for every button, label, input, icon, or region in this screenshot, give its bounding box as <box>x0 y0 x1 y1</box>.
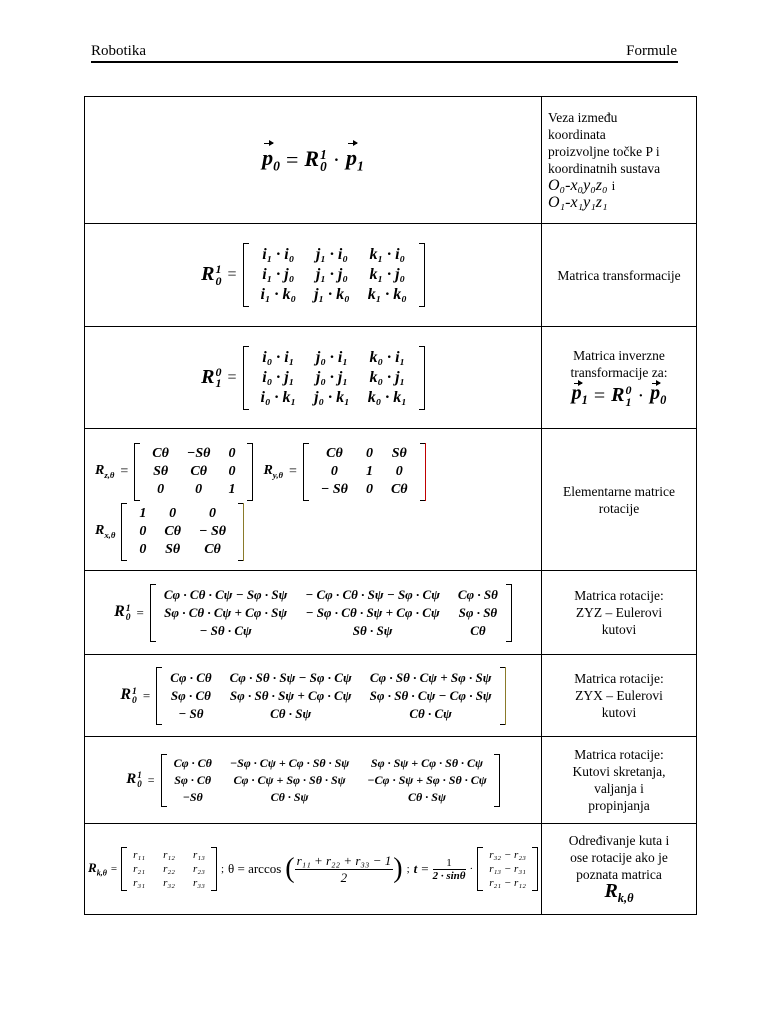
matrix: Cφ · Cθ −Sφ · Cψ + Cφ · Sθ · Sψ Sφ · Sψ + Cφ · Sθ · Cψ Sφ · Cθ Cφ · Cψ + Sφ · Sθ · Sψ −Cφ · Sψ + Sφ · Sθ · Cψ −Sθ Cθ · Sψ Cθ · Sψ <box>161 754 500 807</box>
formula-zyx: R 1 0 = Cφ · Cθ Cφ · Sθ · Sψ − Sφ · Cψ Cφ · Sθ · Cψ + Sφ · Sψ Sφ · Cθ Sφ · Sθ · Sψ + Cφ · Cψ Sφ · Sθ · Cψ − Cφ · Sψ − Sθ Cθ · Sψ Cθ · Cψ <box>120 667 505 725</box>
description-cell: Matrica inverzne transformacije za: $p_1$ = R 0 1 · $p_0$ <box>542 327 697 429</box>
matrix: Cφ · Cθ · Cψ − Sφ · Sψ − Cφ · Cθ · Sψ − Sφ · Cψ Cφ · Sθ Sφ · Cθ · Cψ + Cφ · Sψ − Sφ · Cθ · Sψ + Cφ · Cψ Sφ · Sθ − Sθ · Cψ Sθ · Sψ Cθ <box>150 584 512 642</box>
matrix: r₁₁ r₁₂ r₁₃ r₂₁ r₂₂ r₂₃ r₃₁ r₃₂ r₃₃ <box>121 847 217 891</box>
axis-vector: r₃₂ − r₂₃ r₁₃ − r₃₁ r₂₁ − r₁₂ <box>477 847 538 891</box>
description-cell: Veza između koordinata proizvoljne točke P i koordinatnih sustava O₀-x₀y₀z₀ i O₁-x₁y₁z₁ <box>542 97 697 224</box>
header-right: Formule <box>626 43 677 59</box>
elementary-rz-ry: $R_{z,\theta}$ = Cθ −Sθ 0 Sθ Cθ 0 0 0 1 $R_{y,\theta}$ = Cθ 0 Sθ 0 1 0 − Sθ 0 Cθ <box>95 443 541 501</box>
theta-fraction: ( r₁₁ + r₂₂ + r₃₃ − 1 2 ) <box>285 852 403 885</box>
formula-cell <box>85 429 542 571</box>
formula-cell <box>85 655 542 737</box>
matrix: i₀ · i₁ j₀ · i₁ k₀ · i₁ i₀ · j₁ j₀ · j₁ k₀ · j₁ i₀ · k₁ j₀ · k₁ k₀ · k₁ <box>243 346 425 410</box>
table-row <box>85 97 697 224</box>
formula-cell <box>85 327 542 429</box>
table-row <box>85 655 697 737</box>
formula-cell <box>85 97 542 224</box>
t-fraction: $\frac{1}{2 \cdot \sin\theta}$ <box>432 856 466 882</box>
formula-table <box>84 96 697 915</box>
description-cell: Određivanje kuta i ose rotacije ako je poznata matrica $R_{k,\theta}$ <box>542 824 697 915</box>
table-row <box>85 224 697 327</box>
matrix-rx: 1 0 0 0 Cθ − Sθ 0 Sθ Cθ <box>121 503 244 561</box>
header-left: Robotika <box>91 43 146 59</box>
table-row <box>85 429 697 571</box>
formula-cell <box>85 224 542 327</box>
inverse-relation: $p_1$ = R 0 1 · $p_0$ <box>571 381 667 409</box>
description-cell: Matrica rotacije: ZYZ – Eulerovi kutovi <box>542 571 697 655</box>
matrix-rz: Cθ −Sθ 0 Sθ Cθ 0 0 0 1 <box>134 443 253 501</box>
table-row <box>85 571 697 655</box>
formula-cell <box>85 737 542 824</box>
formula-coordinate-relation: $p_0$ = R 1 0 · $p_1$ <box>262 145 364 175</box>
matrix: i₁ · i₀ j₁ · i₀ k₁ · i₀ i₁ · j₀ j₁ · j₀ k₁ · j₀ i₁ · k₀ j₁ · k₀ k₁ · k₀ <box>243 243 425 307</box>
description-cell: Elementarne matrice rotacije <box>542 429 697 571</box>
formula-yaw-pitch-roll: R 1 0 = Cφ · Cθ −Sφ · Cψ + Cφ · Sθ · Sψ Sφ · Sψ + Cφ · Sθ · Cψ Sφ · Cθ Cφ · Cψ + Sφ · Sθ · Sψ −Cφ · Sψ + Sφ · Sθ · Cψ −Sθ Cθ · Sψ Cθ · Sψ <box>126 754 499 807</box>
matrix-ry: Cθ 0 Sθ 0 1 0 − Sθ 0 Cθ <box>303 443 426 501</box>
table-row <box>85 824 697 915</box>
formula-angle-axis: $R_{k,\theta}$ = r₁₁ r₁₂ r₁₃ r₂₁ r₂₂ r₂₃ r₃₁ r₃₂ r₃₃ ; θ = arccos ( r₁₁ + r₂₂ + r₃₃ − 1 2 ) ; t = $\frac{1}{2 \cdot \sin\theta}$ · r₃₂ − r₂₃ r₁₃ − r₃₁ r₂₁ − r₁₂ <box>88 847 538 891</box>
header-rule <box>91 61 678 63</box>
formula-transformation-matrix: R 1 0 = i₁ · i₀ j₁ · i₀ k₁ · i₀ i₁ · j₀ j₁ · j₀ k₁ · j₀ i₁ · k₀ j₁ · k₀ k₁ · k₀ <box>201 243 425 307</box>
description-cell: Matrica transformacije <box>542 224 697 327</box>
formula-inverse-matrix: R 0 1 = i₀ · i₁ j₀ · i₁ k₀ · i₁ i₀ · j₁ j₀ · j₁ k₀ · j₁ i₀ · k₁ j₀ · k₁ k₀ · k₁ <box>201 346 425 410</box>
formula-cell <box>85 571 542 655</box>
elementary-rx: $R_{x,\theta}$ 1 0 0 0 Cθ − Sθ 0 Sθ Cθ <box>95 503 541 561</box>
table-row <box>85 327 697 429</box>
matrix: Cφ · Cθ Cφ · Sθ · Sψ − Sφ · Cψ Cφ · Sθ · Cψ + Sφ · Sψ Sφ · Cθ Sφ · Sθ · Sψ + Cφ · Cψ Sφ · Sθ · Cψ − Cφ · Sψ − Sθ Cθ · Sψ Cθ · Cψ <box>156 667 505 725</box>
formula-cell <box>85 824 542 915</box>
description-cell: Matrica rotacije: ZYX – Eulerovi kutovi <box>542 655 697 737</box>
formula-zyz: R 1 0 = Cφ · Cθ · Cψ − Sφ · Sψ − Cφ · Cθ · Sψ − Sφ · Cψ Cφ · Sθ Sφ · Cθ · Cψ + Cφ · Sψ − Sφ · Cθ · Sψ + Cφ · Cψ Sφ · Sθ − Sθ · Cψ Sθ · Sψ Cθ <box>114 584 512 642</box>
description-cell: Matrica rotacije: Kutovi skretanja, valjanja i propinjanja <box>542 737 697 824</box>
table-row <box>85 737 697 824</box>
